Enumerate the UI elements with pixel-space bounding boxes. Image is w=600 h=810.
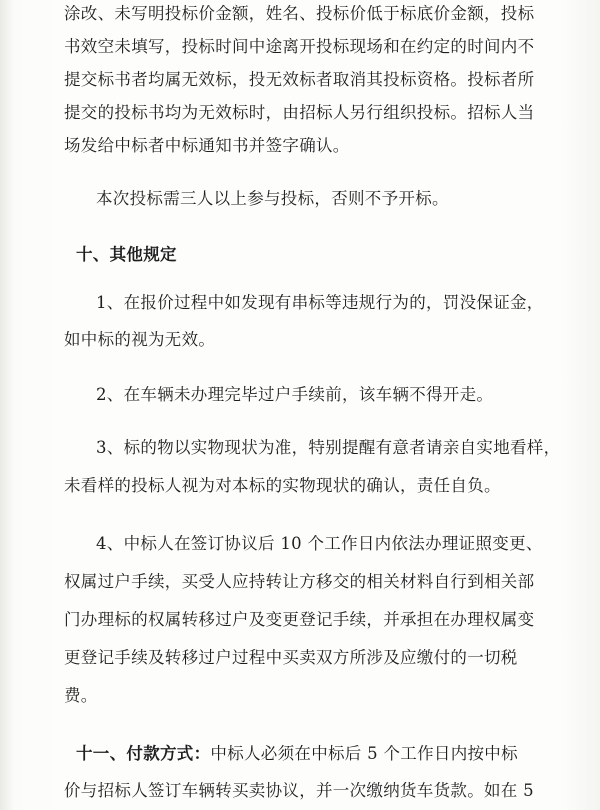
rules-paragraph-line-3: 提交标书者均属无效标，投无效标者取消其投标资格。投标者所	[64, 70, 535, 89]
item-1-line-1: 1、在报价过程中如发现有串标等违规行为的，罚没保证金，	[96, 293, 544, 312]
item-4-line-3: 门办理标的权属转移过户及变更登记手续，并承担在办理权属变	[64, 610, 535, 629]
rules-paragraph-line-5: 场发给中标者中标通知书并签字确认。	[64, 136, 350, 155]
item-4-line-2: 权属过户手续，买受人应持转让方移交的相关材料自行到相关部	[64, 572, 535, 591]
section-eleven-line-1	[76, 742, 518, 766]
section-eleven-line-1-text: 中标人必须在中标后 5 个工作日内按中标	[210, 744, 518, 763]
item-3-line-2: 未看样的投标人视为对本标的实物现状的确认，责任自负。	[64, 476, 501, 495]
item-4-line-4: 更登记手续及转移过户过程中买卖双方所涉及应缴付的一切税	[64, 648, 518, 667]
item-3-line-1: 3、标的物以实物现状为准，特别提醒有意者请亲自实地看样，	[96, 438, 561, 457]
rules-paragraph-line-2: 书效空未填写，投标时间中途离开投标现场和在约定的时间内不	[64, 37, 535, 56]
item-2-line-1: 2、在车辆未办理完毕过户手续前，该车辆不得开走。	[96, 385, 494, 404]
quorum-paragraph: 本次投标需三人以上参与投标，否则不予开标。	[96, 189, 449, 208]
item-4-line-5: 费。	[64, 686, 98, 705]
section-eleven-line-2: 价与招标人签订车辆转买卖协议，并一次缴纳货车货款。如在 5	[64, 781, 534, 800]
rules-paragraph-line-1: 涂改、未写明投标价金额，姓名、投标价低于标底价金额，投标	[64, 4, 535, 23]
item-1-line-2: 如中标的视为无效。	[64, 330, 216, 349]
section-ten-heading: 十、其他规定	[76, 245, 177, 264]
item-4-line-1: 4、中标人在签订协议后 10 个工作日内依法办理证照变更、	[96, 534, 543, 553]
rules-paragraph-line-4: 提交的投标书均为无效标时，由招标人另行组织投标。招标人当	[64, 103, 535, 122]
section-eleven-heading: 十一、付款方式：	[76, 744, 211, 763]
